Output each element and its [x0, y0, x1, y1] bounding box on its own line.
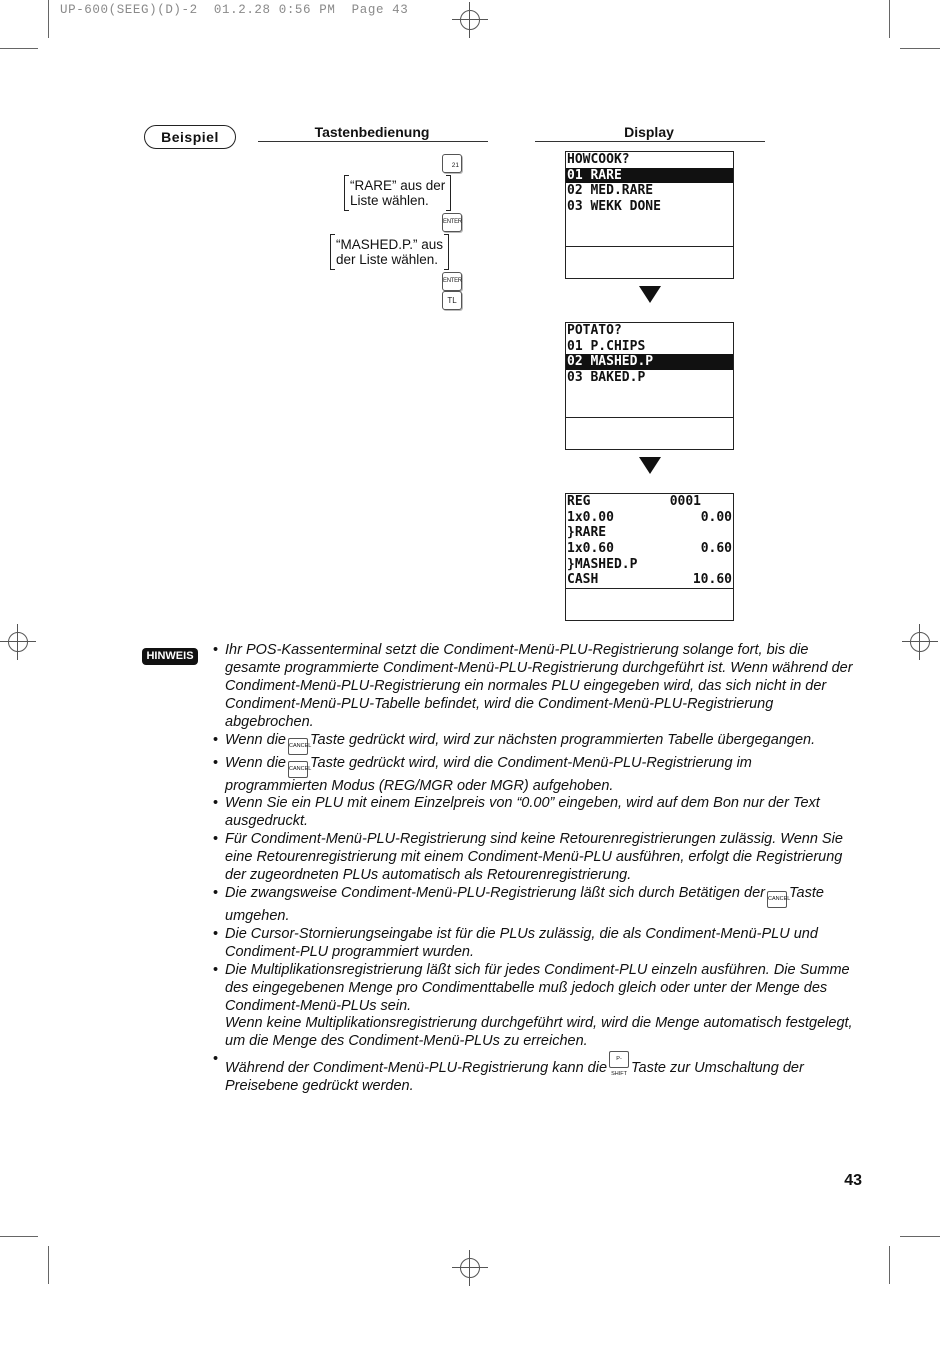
registration-mark [452, 1250, 488, 1286]
display-row: 1x0.00 0.00 [567, 509, 732, 525]
display-row: CASH 10.60 [567, 572, 732, 588]
display-line: HOWCOOK? [567, 152, 630, 167]
display-line: 02 MED.RARE [567, 183, 654, 199]
down-arrow-icon [639, 286, 661, 303]
plu-21-key: 21 [442, 154, 462, 173]
display-line-selected: 01 RARE [566, 168, 733, 184]
crop-mark [889, 1246, 890, 1284]
note-item: • Für Condiment-Menü-PLU-Registrierung sind keine Retourenregistrierungen zulässig. Wenn Sie eine Retourenregistrierung mit einem Condiment-Menü-PLU ausführen, erfolgt die Registrierung der zugeordneten PLUs automatisch als Retourenregistrierung. [213, 831, 843, 884]
cancel-key-icon: CANCEL [288, 761, 308, 778]
enter-key: ENTER [442, 272, 462, 291]
instruction-rare-line2: Liste wählen. [350, 193, 429, 208]
display-row: 1x0.60 0.60 [567, 541, 732, 557]
key-operation-heading: Tastenbedienung [314, 124, 430, 140]
instruction-mashed-line1: “MASHED.P.” aus [336, 237, 444, 252]
display-screen-2 [565, 322, 734, 450]
note-item: • Wenn Sie ein PLU mit einem Einzelpreis von “0.00” eingeben, wird auf dem Bon nur der Text ausgedruckt. [213, 795, 820, 830]
note-item: • Die Cursor-Stornierungseingabe ist für die PLUs zulässig, die als Condiment-Menü-PLU und Condiment-PLU programmiert wurden. [213, 925, 818, 960]
display-total-line [566, 246, 733, 262]
display-screen-3 [565, 493, 734, 621]
display-rule [535, 141, 765, 142]
note-item: • Ihr POS-Kassenterminal setzt die Condiment-Menü-PLU-Registrierung solange fort, bis die gesamte programmierte Condiment-Menü-PLU-Registrierung durchgeführt ist. Wenn während der Condiment-Menü-PLU-Registrierung ein normales PLU eingegeben wird, das sich nicht in der Condiment-Menü-PLU-Tabelle befindet, wird die Condiment-Menü-PLU-Registrierung abgebrochen. [213, 642, 853, 730]
crop-mark [48, 1246, 49, 1284]
registration-mark [902, 624, 938, 660]
instruction-rare-line1: “RARE” aus der [350, 178, 446, 193]
price-shift-key-icon: P-SHIFT [609, 1051, 629, 1068]
cancel-key-icon: CANCEL [767, 891, 787, 908]
display-total-line [566, 588, 733, 604]
enter-key: ENTER [442, 213, 462, 232]
note-item: • Die Multiplikationsregistrierung läßt sich für jedes Condiment-PLU einzeln ausführen. Die Summe des eingegebenen Menge pro Condimenttabelle muß jedoch gleich oder unter der Menge des Condiment-Menü-PLUs sein. Wenn keine Multiplikationsregistrierung durchgeführt wird, wird die Menge automatisch festgelegt, um die Menge des Condiment-Menü-PLUs zu erreichen. [213, 961, 853, 1050]
display-line: 01 P.CHIPS [567, 338, 646, 354]
note-item: • Die zwangsweise Condiment-Menü-PLU-Registrierung läßt sich durch Betätigen der CANCELTaste umgehen. [213, 884, 824, 924]
note-badge: HINWEIS [142, 648, 198, 665]
down-arrow-icon [639, 457, 661, 474]
display-line: POTATO? [567, 323, 622, 338]
example-badge: Beispiel [144, 125, 236, 149]
crop-mark [0, 1236, 38, 1237]
crop-mark [0, 48, 38, 49]
display-row: }RARE [567, 525, 607, 541]
page-number: 43 [844, 1172, 862, 1189]
note-item: • Wenn die CANCELTaste gedrückt wird, wird zur nächsten programmierten Tabelle übergegangen. [213, 732, 853, 755]
note-item: • Wenn die CANCELTaste gedrückt wird, wird die Condiment-Menü-PLU-Registrierung im programmierten Modus (REG/MGR oder MGR) aufgehoben. [213, 754, 752, 794]
cancel-key-icon: CANCEL [288, 738, 308, 755]
key-operation-rule [258, 141, 488, 142]
instruction-rare [344, 178, 451, 208]
crop-mark [48, 0, 49, 38]
display-screen-1 [565, 151, 734, 279]
display-heading: Display [624, 124, 674, 140]
instruction-mashed-line2: der Liste wählen. [336, 252, 439, 267]
display-line-selected: 02 MASHED.P [566, 354, 733, 370]
total-key: TL [442, 291, 462, 310]
display-total-line [566, 417, 733, 433]
crop-mark [900, 1236, 940, 1237]
print-header: UP-600(SEEG)(D)-2 01.2.28 0:56 PM Page 43 [60, 3, 409, 17]
display-row: }MASHED.P [567, 556, 638, 572]
display-line: 03 WEKK DONE [567, 199, 661, 215]
crop-mark [889, 0, 890, 38]
display-row: REG 0001 [567, 494, 701, 509]
registration-mark [0, 624, 36, 660]
notes-list [213, 642, 853, 1096]
registration-mark [452, 2, 488, 38]
note-item: • Während der Condiment-Menü-PLU-Registrierung kann dieP-SHIFT Taste zur Umschaltung der Preisebene gedrückt werden. [213, 1051, 804, 1095]
crop-mark [900, 48, 940, 49]
display-line: 03 BAKED.P [567, 370, 646, 386]
instruction-mashed [330, 237, 449, 267]
